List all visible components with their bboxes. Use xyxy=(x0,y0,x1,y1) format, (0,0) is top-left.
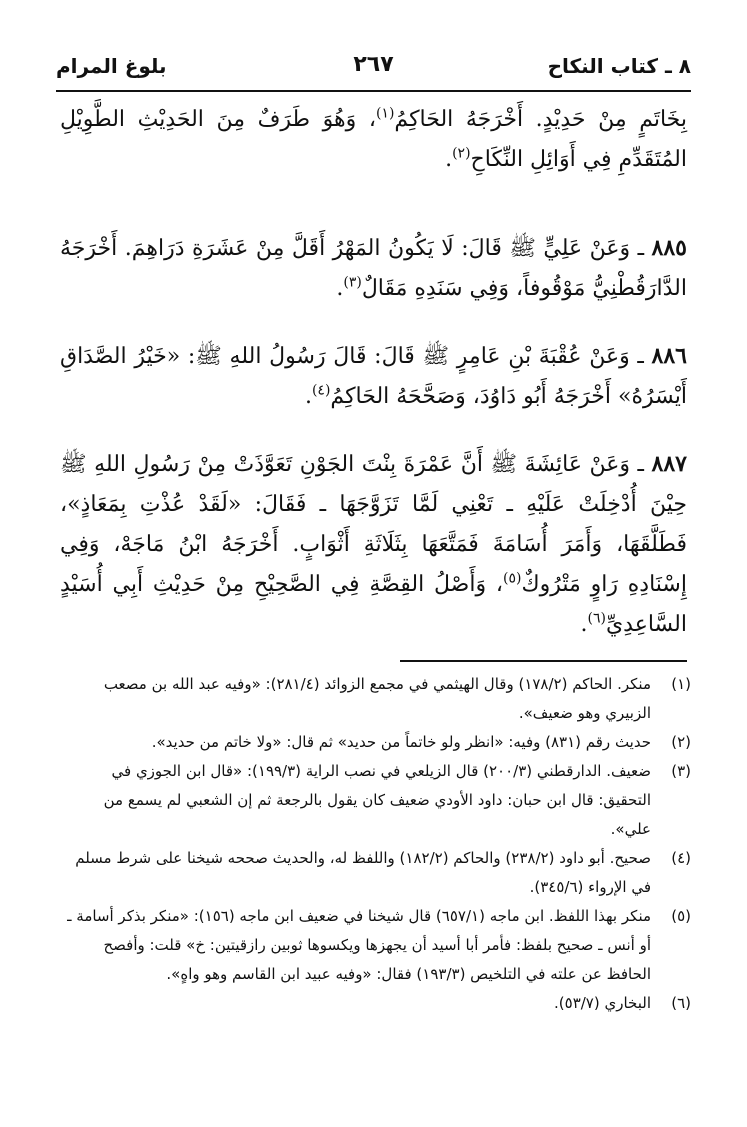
paragraph-text: . xyxy=(445,147,453,172)
paragraph-text: ، وَهُوَ طَرَفٌ مِنَ الحَدِيْثِ الطَّوِيْلِ المُتَقَدِّمِ فِي أَوَائِلِ النِّكَاحِ xyxy=(60,107,687,172)
footnote-text: منكر. الحاكم (١٧٨/٢) وقال الهيثمي في مجمع الزوائد (٢٨١/٤): «وفيه عبد الله بن مصعب الزبيري وهو ضعيف». xyxy=(103,675,651,722)
hadith-number: ٨٨٥ xyxy=(651,235,687,261)
footnote-ref[interactable]: (٥) xyxy=(503,570,522,587)
footnote-text: صحيح. أبو داود (٢٣٨/٢) والحاكم (١٨٢/٢) واللفظ له، والحديث صححه شيخنا على شرط مسلم في الإرواء (٣٤٥/٦). xyxy=(75,849,651,896)
footnote-text: البخاري (٥٣/٧). xyxy=(554,994,651,1012)
paragraph-text: ـ وَعَنْ عَائِشَةَ ﷺ أَنَّ عَمْرَةَ بِنْتَ الجَوْنِ تَعَوَّذَتْ مِنْ رَسُولِ اللهِ ﷺ حِيْنَ أُدْخِلَتْ عَلَيْهِ ـ تَعْنِي لَمَّا تَزَوَّجَهَا ـ فَقَالَ: «لَقَدْ عُذْتِ بِمَعَاذٍ»، فَطَلَّقَهَا، وَأَمَرَ أُسَامَةَ فَمَتَّعَهَا بِثَلَاثَةِ أَثْوَابٍ. أَخْرَجَهُ ابْنُ مَاجَهْ، وَفِي إِسْنَادِهِ رَاوٍ مَتْرُوكٌ xyxy=(60,452,687,597)
footnote-ref[interactable]: (٤) xyxy=(311,382,331,399)
footnote-divider xyxy=(400,660,687,662)
page-number: ٢٦٧ xyxy=(353,52,394,77)
paragraph-text: . xyxy=(580,612,588,637)
footnote xyxy=(60,757,691,844)
footnote-number: (١) xyxy=(671,675,691,693)
paragraph-text: ، وَأَصْلُ القِصَّةِ فِي الصَّحِيْحِ مِنْ حَدِيْثِ أَبِي أُسَيْدٍ السَّاعِدِيِّ xyxy=(60,572,687,637)
footnote xyxy=(60,902,691,989)
book-title: بلوغ المرام xyxy=(56,54,167,78)
hadith-number: ٨٨٦ xyxy=(651,343,687,369)
paragraph-text: . xyxy=(304,384,312,409)
footnote xyxy=(60,989,691,1018)
paragraph-text: . xyxy=(336,276,344,301)
footnote xyxy=(60,844,691,902)
paragraph-text: ـ وَعَنْ عُقْبَةَ بْنِ عَامِرٍ ﷺ قَالَ: قَالَ رَسُولُ اللهِ ﷺ: «خَيْرُ الصَّدَاقِ أَيْسَرُهُ» أَخْرَجَهُ أَبُو دَاوُدَ، وَصَحَّحَهُ الحَاكِمُ xyxy=(60,344,687,409)
footnote-number: (٦) xyxy=(671,994,691,1012)
footnote-ref[interactable]: (٢) xyxy=(452,145,471,162)
footnote-number: (٣) xyxy=(671,762,691,780)
footnote-text: منكر بهذا اللفظ. ابن ماجه (٦٥٧/١) قال شيخنا في ضعيف ابن ماجه (١٥٦): «منكر بذكر أسامة ـ أو أنس ـ صحيح بلفظ: فأمر أبا أسيد أن يجهزها ويكسوها ثوبين رازقيتين: خ» قلت: وأفصح الحافظ عن علته في التلخيص (١٩٣/٣) فقال: «وفيه عبيد ابن القاسم وهو واهٍ». xyxy=(67,907,651,983)
footnote-text: ضعيف. الدارقطني (٢٠٠/٣) قال الزيلعي في نصب الراية (١٩٩/٣): «قال ابن الجوزي في التحقيق: قال ابن حبان: داود الأودي ضعيف كان يقول بالرجعة ثم إن الشعبي لم يسمع من علي». xyxy=(103,762,651,838)
footnote-number: (٥) xyxy=(671,907,691,925)
chapter-title: ٨ ـ كتاب النكاح xyxy=(547,54,691,78)
footnote-ref[interactable]: (٣) xyxy=(343,274,362,291)
footnote-number: (٤) xyxy=(671,849,691,867)
hadith-887 xyxy=(60,444,687,645)
footnote xyxy=(60,728,691,757)
hadith-885 xyxy=(60,228,687,309)
hadith-number: ٨٨٧ xyxy=(651,451,687,477)
footnotes xyxy=(60,670,691,1018)
page-header xyxy=(56,48,691,92)
footnote-ref[interactable]: (١) xyxy=(375,105,395,122)
paragraph-continuation xyxy=(60,100,687,180)
paragraph-text: ـ وَعَنْ عَلِيٍّ ﷺ قَالَ: لَا يَكُونُ المَهْرُ أَقَلَّ مِنْ عَشَرَةِ دَرَاهِمَ. أَخْرَجَهُ الدَّارَقُطْنِيُّ مَوْقُوفاً، وَفِي سَنَدِهِ مَقَالٌ xyxy=(60,236,687,301)
footnote-text: حديث رقم (٨٣١) وفيه: «انظر ولو خاتماً من حديد» ثم قال: «ولا خاتم من حديد». xyxy=(151,733,651,751)
footnote xyxy=(60,670,691,728)
footnote-ref[interactable]: (٦) xyxy=(587,610,606,627)
footnote-number: (٢) xyxy=(671,733,691,751)
paragraph-text: بِخَاتَمٍ مِنْ حَدِيْدٍ. أَخْرَجَهُ الحَاكِمُ xyxy=(394,107,688,132)
hadith-886 xyxy=(60,336,687,417)
